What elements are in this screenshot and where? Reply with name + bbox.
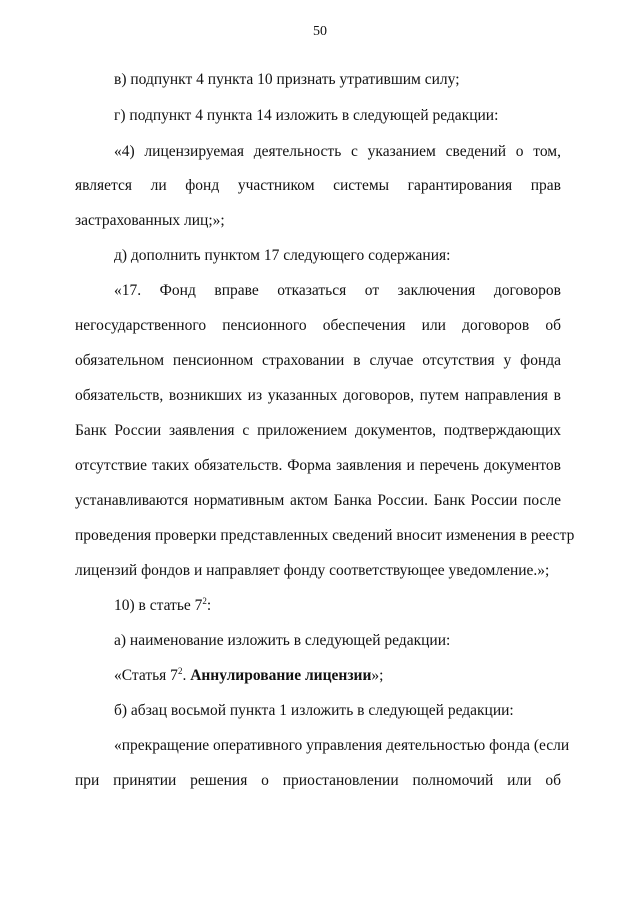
text-line: г) подпункт 4 пункта 14 изложить в следующей редакции: xyxy=(114,107,499,124)
text-line: в) подпункт 4 пункта 10 признать утратившим силу; xyxy=(114,71,460,88)
text-line xyxy=(114,666,561,686)
text-fragment: : xyxy=(206,597,212,614)
text-line: застрахованных лиц;»; xyxy=(75,212,225,229)
text-line: д) дополнить пунктом 17 следующего содержания: xyxy=(114,247,451,264)
text-fragment: »; xyxy=(371,667,384,684)
text-line: лицензий фондов и направляет фонду соответствующее уведомление.»; xyxy=(75,562,550,579)
text-line: негосударственного пенсионного обеспечения или договоров об xyxy=(75,317,561,334)
page-number: 50 xyxy=(313,24,327,39)
text-line: проведения проверки представленных сведений вносит изменения в реестр xyxy=(75,527,575,544)
text-line: «17. Фонд вправе отказаться от заключения договоров xyxy=(114,282,561,299)
text-line: при принятии решения о приостановлении полномочий или об xyxy=(75,772,561,789)
text-fragment: 10) в статье 7 xyxy=(114,597,203,614)
superscript: 2 xyxy=(202,595,207,606)
text-fragment: . xyxy=(182,667,191,684)
superscript: 2 xyxy=(177,665,183,676)
text-line: является ли фонд участником системы гарантирования прав xyxy=(75,177,561,194)
text-line: а) наименование изложить в следующей редакции: xyxy=(114,632,451,649)
text-line: отсутствие таких обязательств. Форма заявления и перечень документов xyxy=(75,457,561,474)
text-line: б) абзац восьмой пункта 1 изложить в следующей редакции: xyxy=(114,702,514,719)
text-fragment: «Статья 7 xyxy=(114,667,178,684)
text-line: обязательном пенсионном страховании в случае отсутствия у фонда xyxy=(75,352,561,369)
text-line xyxy=(114,596,561,616)
article-title: Аннулирование лицензии xyxy=(190,667,372,684)
text-line: Банк России заявления с приложением документов, подтверждающих xyxy=(75,422,561,439)
text-line: «прекращение оперативного управления деятельностью фонда (если xyxy=(114,737,570,754)
text-line: обязательств, возникших из указанных договоров, путем направления в xyxy=(75,387,561,404)
text-line: «4) лицензируемая деятельность с указанием сведений о том, xyxy=(114,143,561,160)
text-line: устанавливаются нормативным актом Банка России. Банк России после xyxy=(75,492,561,509)
